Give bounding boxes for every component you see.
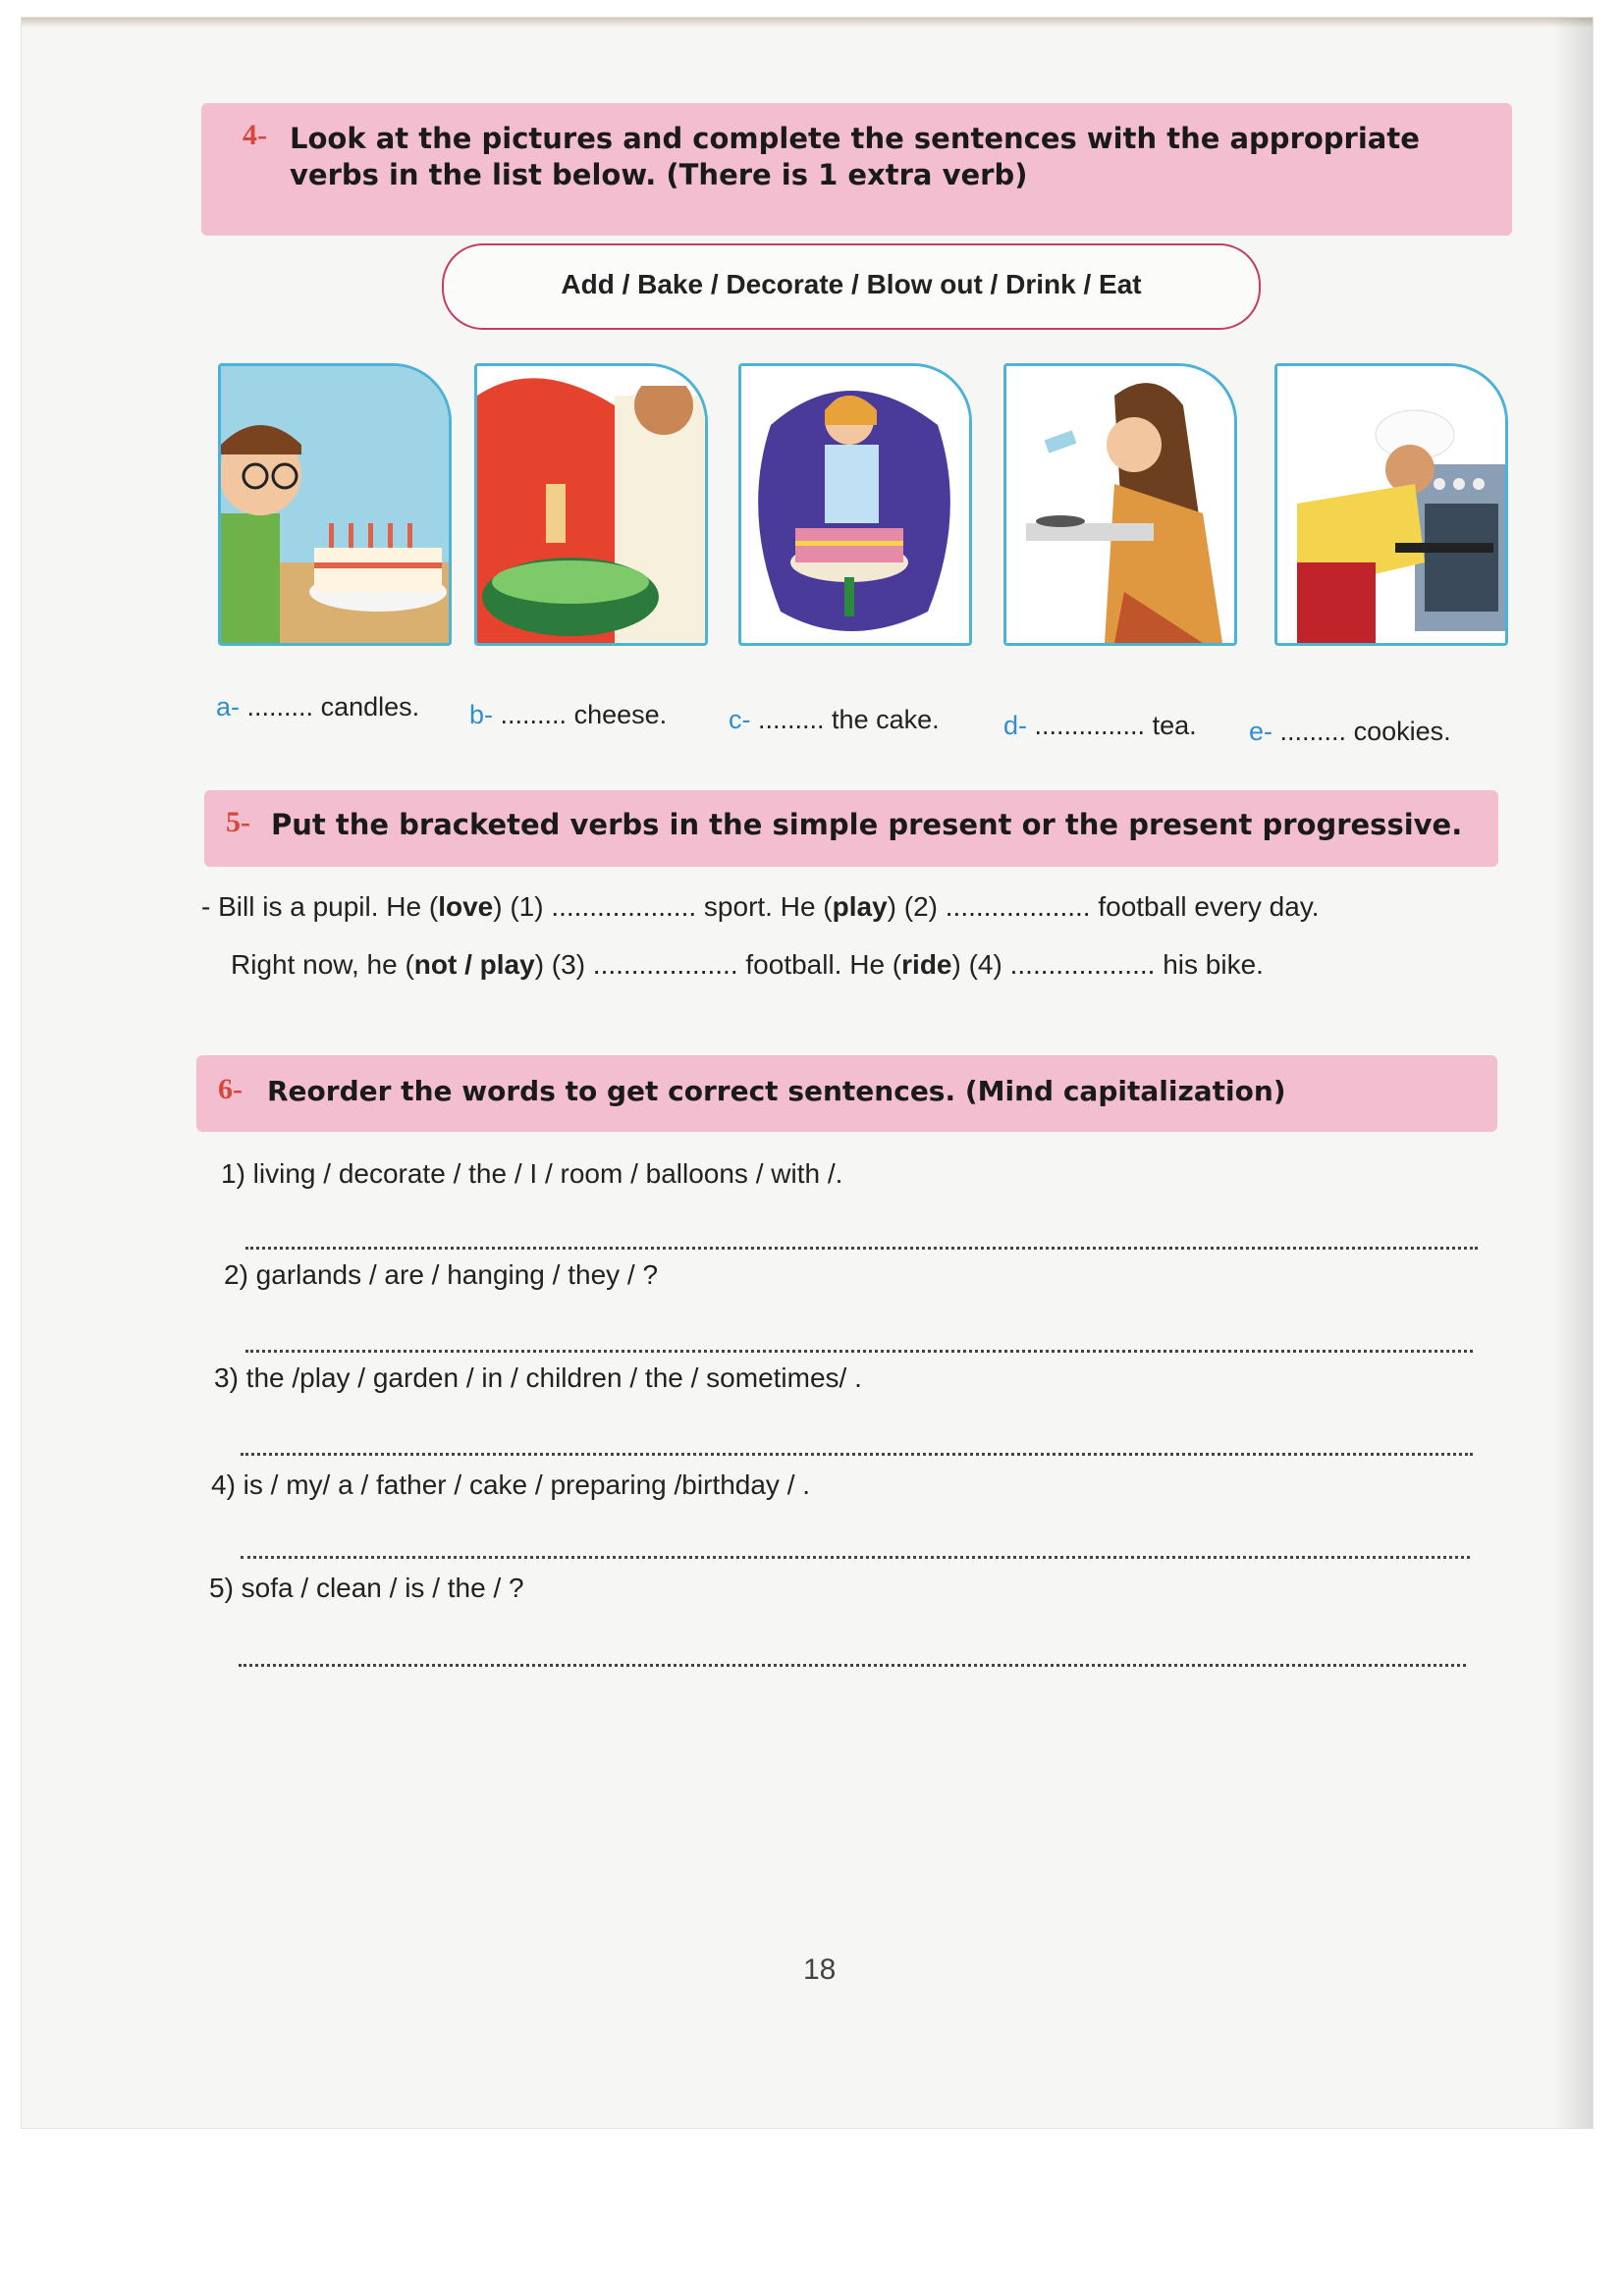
page-top-edge bbox=[22, 18, 1593, 27]
answer-blank[interactable]: ......... bbox=[1279, 717, 1347, 746]
exercise-6-banner bbox=[196, 1055, 1497, 1132]
answer-a bbox=[216, 692, 419, 722]
answer-line-1[interactable] bbox=[245, 1247, 1478, 1250]
verb-hint: love bbox=[438, 891, 494, 922]
answer-line-2[interactable] bbox=[245, 1350, 1473, 1353]
answer-blank[interactable]: ......... bbox=[246, 692, 314, 721]
answer-line-5[interactable] bbox=[239, 1664, 1466, 1667]
exercise-5-line-2: Right now, he (not / play) (3) ................... football. He (ride) (4) ................... his bike. bbox=[231, 949, 1264, 980]
answer-c bbox=[729, 705, 940, 735]
woman-drinking-tea-image bbox=[1003, 363, 1237, 646]
verb-blank-4[interactable]: ................... bbox=[1009, 949, 1156, 980]
answer-b bbox=[469, 700, 667, 730]
answer-word: candles. bbox=[320, 692, 420, 721]
answer-word: cheese. bbox=[573, 700, 668, 729]
exercise-5-instruction: Put the bracketed verbs in the simple present or the present progressive. bbox=[271, 808, 1463, 841]
answer-letter: d- bbox=[1003, 711, 1028, 740]
verb-hint: play bbox=[832, 891, 888, 922]
answer-word: tea. bbox=[1152, 711, 1197, 740]
answer-letter: e- bbox=[1249, 717, 1273, 746]
reorder-item-5: 5) sofa / clean / is / the / ? bbox=[209, 1573, 524, 1603]
exercise-4-number: 4- bbox=[243, 119, 267, 151]
answer-blank[interactable]: ............... bbox=[1034, 711, 1146, 740]
exercise-6-instruction: Reorder the words to get correct sentences. (Mind capitalization) bbox=[267, 1075, 1286, 1107]
chef-adding-cheese-image bbox=[474, 363, 708, 646]
reorder-item-4: 4) is / my/ a / father / cake / preparing /birthday / . bbox=[211, 1469, 811, 1500]
exercise-4-banner bbox=[201, 103, 1512, 236]
verb-list-box bbox=[442, 243, 1261, 330]
answer-blank[interactable]: ......... bbox=[758, 705, 825, 734]
reorder-item-2: 2) garlands / are / hanging / they / ? bbox=[224, 1259, 659, 1290]
exercise-4-instruction: Look at the pictures and complete the sentences with the appropriate verbs in the list below. (There is 1 extra verb) bbox=[290, 122, 1420, 191]
answer-e bbox=[1249, 717, 1451, 747]
answer-blank[interactable]: ......... bbox=[500, 700, 568, 729]
answer-d bbox=[1003, 711, 1197, 741]
answer-letter: a- bbox=[216, 692, 241, 721]
exercise-5-banner bbox=[204, 790, 1498, 867]
verb-hint: ride bbox=[901, 949, 952, 980]
reorder-item-1: 1) living / decorate / the / I / room / balloons / with /. bbox=[221, 1158, 843, 1189]
verb-blank-3[interactable]: ................... bbox=[592, 949, 738, 980]
answer-word: cookies. bbox=[1353, 717, 1451, 746]
answer-letter: c- bbox=[729, 705, 751, 734]
answer-word: the cake. bbox=[832, 705, 940, 734]
answer-letter: b- bbox=[469, 700, 494, 729]
exercise-5-line-1: - Bill is a pupil. He (love) (1) ................... sport. He (play) (2) ................... football every day. bbox=[201, 891, 1320, 922]
page-number: 18 bbox=[803, 1953, 837, 1986]
girl-decorating-cake-image bbox=[738, 363, 972, 646]
answer-line-4[interactable] bbox=[241, 1556, 1470, 1559]
answer-line-3[interactable] bbox=[241, 1453, 1473, 1456]
boy-blowing-candles-image bbox=[218, 363, 452, 646]
page-shadow-edge bbox=[1553, 18, 1593, 2128]
exercise-6-number: 6- bbox=[218, 1073, 243, 1105]
verb-blank-1[interactable]: ................... bbox=[551, 891, 697, 922]
verb-hint: not / play bbox=[413, 949, 535, 980]
reorder-item-3: 3) the /play / garden / in / children / the / sometimes/ . bbox=[214, 1362, 862, 1393]
chef-baking-cookies-image bbox=[1274, 363, 1508, 646]
exercise-5-number: 5- bbox=[226, 806, 250, 838]
verb-list: Add / Bake / Decorate / Blow out / Drink / Eat bbox=[561, 269, 1142, 299]
verb-blank-2[interactable]: ................... bbox=[945, 891, 1091, 922]
